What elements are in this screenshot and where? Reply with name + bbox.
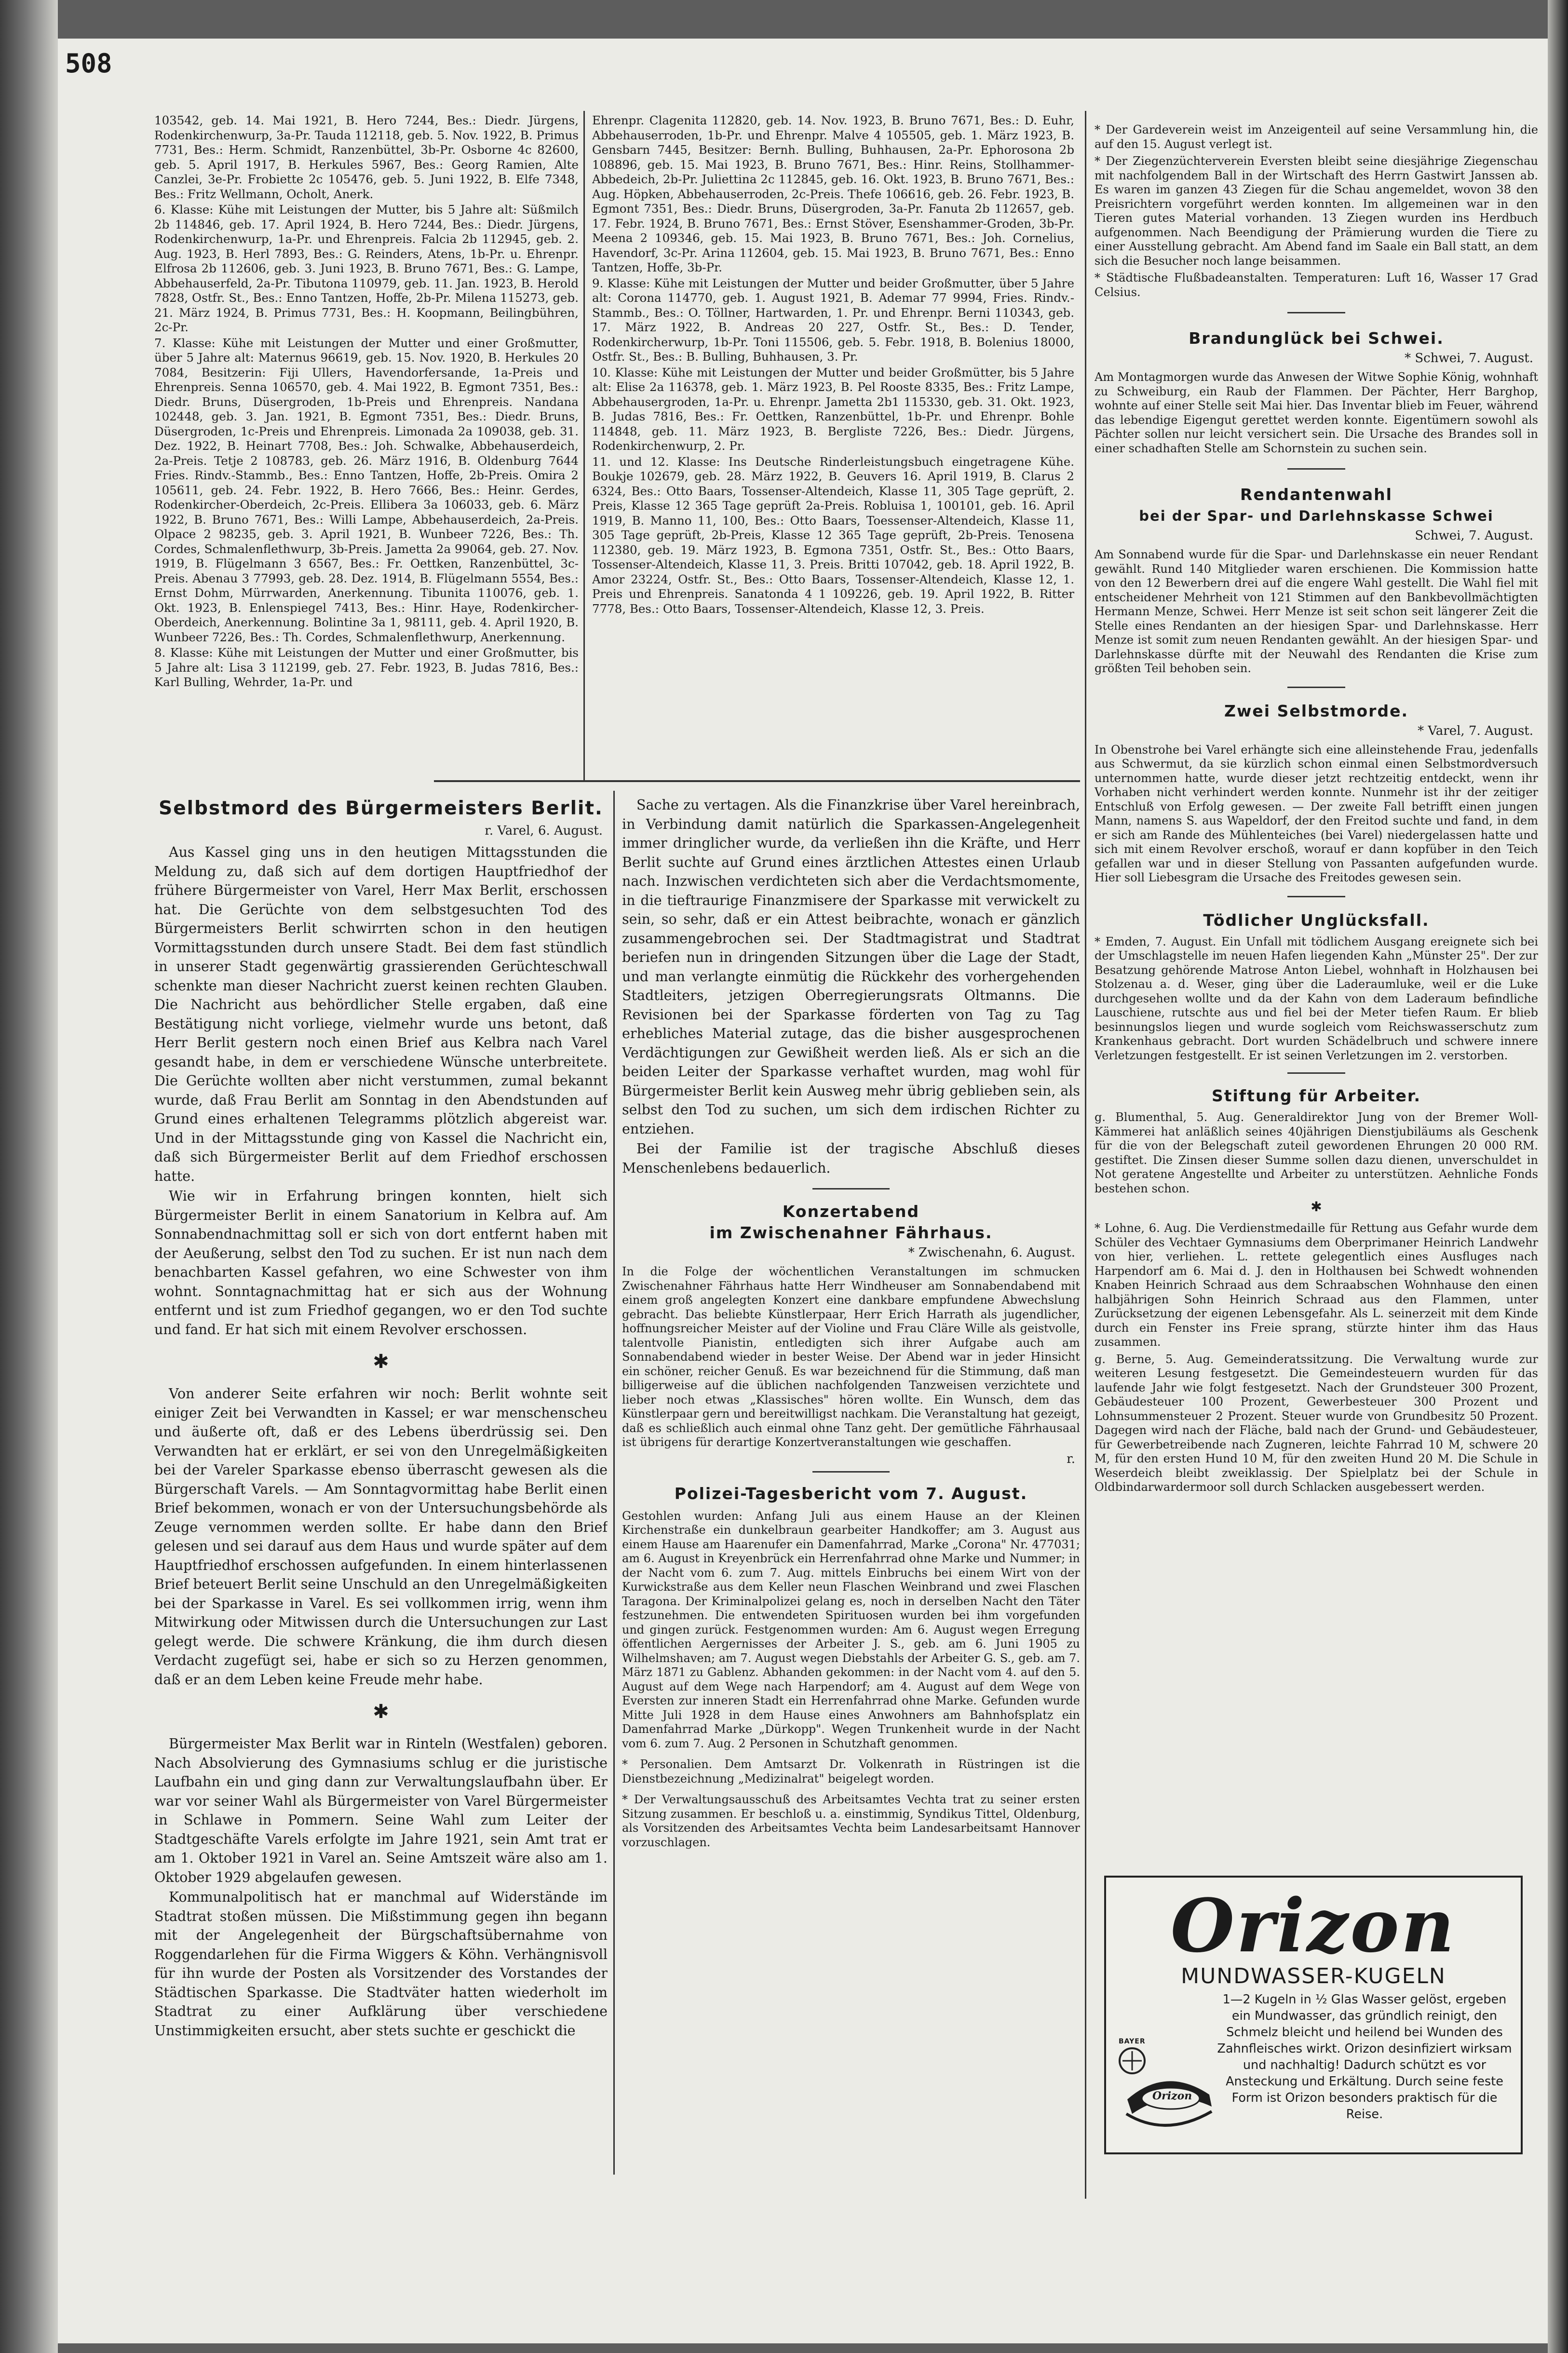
headline-konzert-2: im Zwischenahner Fährhaus. bbox=[709, 1223, 993, 1242]
short-rule bbox=[1287, 468, 1345, 470]
ad-subtitle: MUNDWASSER-KUGELN bbox=[1181, 1964, 1446, 1988]
headline-selbstmord: Selbstmord des Bürgermeisters Berlit. bbox=[159, 798, 603, 819]
paragraph: Am Sonnabend wurde für die Spar- und Darlehnskasse ein neuer Rendant gewählt. Rund 140 Mitglieder waren erschienen. Die Kommission hatte von den 12 Bewerbern drei auf die engere Wahl gestellt. Die Wahl fiel mit entscheidener Mehrheit von 121 Stimmen auf den Bankbevollmächtigten Hermann Menze, Schwei. Herr Menze ist seit schon seit längerer Zeit die Stelle eines Rendanten an der hiesigen Spar- und Darlehnskasse. Herr Menze ist somit zum neuen Rendanten gewählt. An der hiesigen Spar- und Darlehnskasse dürfte mit der Neuwahl des Rendanten die Krise zum größten Teil behoben sein. bbox=[1095, 548, 1538, 675]
binding-edge bbox=[0, 0, 58, 2353]
headline-konzert-1: Konzertabend bbox=[782, 1202, 920, 1221]
column-middle bbox=[622, 796, 1080, 1850]
headline-rendantenwahl: Rendantenwahl bbox=[1240, 485, 1392, 504]
paragraph: Ehrenpr. Clagenita 112820, geb. 14. Nov. 1923, B. Bruno 7671, Bes.: D. Euhr, Abbehauserroden, 1b-Pr. und Ehrenpr. Malve 4 105505, geb. 1. März 1923, B. Gensbarn 7445, Besitzer: Bernh. Bulling, Buhhausen, 2a-Pr. Ephorosona 2b 108896, geb. 15. Mai 1923, B. Bruno 7671, Bes.: Hinr. Reins, Stollhammer-Abbedeich, 2b-Pr. Juliettina 2c 112845, geb. 16. Okt. 1923, B. Bruno 7671, Bes.: Aug. Höpken, Abbehauserroden, 2c-Preis. Thefe 106616, geb. 26. Febr. 1923, B. Egmont 7351, Bes.: Diedr. Bruns, Düsergroden, 3a-Pr. Fanuta 2b 112657, geb. 17. Febr. 1924, B. Bruno 7671, Bes.: Ernst Stöver, Esenshammer-Groden, 3b-Pr. Meena 2 109346, geb. 15. Mai 1923, B. Bruno 7671, Bes.: Joh. Cornelius, Havendorf, 3c-Pr. Arina 112604, geb. 15. Mai 1923, B. Bruno 7671, Bes.: Enno Tantzen, Hoffe, 3b-Pr. bbox=[592, 113, 1074, 274]
paragraph: * Emden, 7. August. Ein Unfall mit tödlichem Ausgang ereignete sich bei der Umschlagstelle im neuen Hafen liegenden Kahn „Münster 25". Der zur Besatzung gehörende Matrose Anton Liebel, wohnhaft in Holzhausen bei Stolzenau a. d. Weser, ging über die Laderaumluke, weil er die Luke durchgesehen wollte und da der Kahn von dem Laderaum befindliche Lauschiene, rutschte aus und fiel bei der Meter tiefen Raum. Er blieb besinnungslos liegen und wurde sogleich vom Reichswasserschutz zum Krankenhaus gebracht. Dort wurden Schädelbruch und schwere innere Verletzungen festgestellt. Er ist seinen Verletzungen im 2. verstorben. bbox=[1095, 934, 1538, 1062]
asterisk-separator: ✱ bbox=[373, 1351, 389, 1373]
column-rule bbox=[613, 791, 615, 2175]
paragraph: * Der Ziegenzüchterverein Eversten bleibt seine diesjährige Ziegenschau mit nachfolgendem Ball in der Wirtschaft des Herrn Gastwirt Janssen ab. Es waren im ganzen 43 Ziegen für die Schau angemeldet, wovon 38 den Preisrichtern vorgeführt werden konnten. Im allgemeinen war in den Tieren gutes Material vorhanden. 13 Ziegen wurden ins Herdbuch aufgenommen. Nach Beendigung der Prämierung wurden die Tiere zu einer Ausstellung gebracht. Am Abend fand im Saale ein Ball statt, an dem sich die Besucher noch lange beisammen. bbox=[1095, 154, 1538, 268]
ad-body-text: 1—2 Kugeln in ½ Glas Wasser gelöst, ergeben ein Mundwasser, das gründlich reinigt, den Schmelz bleicht und heilend bei Wunden des Zahnfleisches wirkt. Orizon desinfiziert wirksam und nachhaltig! Dadurch schützt es vor Ansteckung und Erkältung. Durch seine feste Form ist Orizon besonders praktisch für die Reise. bbox=[1217, 1992, 1512, 2122]
column-rule bbox=[1085, 111, 1086, 2199]
short-rule bbox=[812, 1188, 890, 1190]
short-rule bbox=[1287, 687, 1345, 688]
paragraph: Von anderer Seite erfahren wir noch: Berlit wohnte seit einiger Zeit bei Verwandten in Kassel; er war menschenscheu und äußerte oft, daß er des Lebens überdrüssig sei. Den Verwandten hat er erklärt, er sei von den Unregelmäßigkeiten bei der Vareler Sparkasse ebenso überrascht gewesen als die Bürgerschaft Varels. — Am Sonntagvormittag habe Berlit einen Brief bekommen, wonach er von der Untersuchungsbehörde als Zeuge vernommen werden sollte. Er habe dann den Brief gelesen und sei darauf aus dem Haus und wurde später auf dem Hauptfriedhof erschossen aufgefunden. In einem hinterlassenen Brief beteuert Berlit seine Unschuld an den Unregelmäßigkeiten bei der Sparkasse in Varel. Es sei vollkommen irrig, wenn ihm Mitwirkung oder Mitwissen durch die Untersuchungen zur Last gelegt werde. Die schwere Kränkung, die ihm durch diesen Verdacht zugefügt sei, habe er sich so zu Herzen genommen, daß er an dem Leben keine Freude mehr habe. bbox=[154, 1386, 608, 1688]
paragraph: 6. Klasse: Kühe mit Leistungen der Mutter, bis 5 Jahre alt: Süßmilch 2b 114846, geb. 17. April 1924, B. Hero 7244, Bes.: Diedr. Jürgens, Rodenkirchenwurp, 1a-Pr. und Ehrenpreis. Falcia 2b 112945, geb. 2. Aug. 1923, B. Herl 7893, Bes.: G. Reinders, Atens, 1b-Pr. u. Ehrenpr. Elfrosa 2b 112606, geb. 3. Juni 1923, B. Bruno 7671, Bes.: G. Lampe, Abbehauserfeld, 2a-Pr. Tibutona 110979, geb. 11. Jan. 1923, B. Herold 7828, Ostfr. St., Bes.: Enno Tantzen, Hoffe, 2b-Pr. Milena 115273, geb. 21. März 1924, B. Primus 7731, Bes.: H. Koopmann, Beilingbühren, 2c-Pr. bbox=[154, 203, 579, 334]
dateline: * Zwischenahn, 6. August. bbox=[908, 1245, 1075, 1260]
paragraph: 10. Klasse: Kühe mit Leistungen der Mutter und beider Großmütter, bis 5 Jahre alt: Elise 2a 116378, geb. 1. März 1923, B. Pel Rooste 8335, Bes.: Fritz Lampe, Abbehausergroden, 1a-Pr. u. Ehrenpr. Jametta 2b1 115330, geb. 31. Okt. 1923, B. Judas 7816, Bes.: Fr. Oettken, Ranzenbüttel, 1b-Pr. und Ehrenpr. Bohle 114848, geb. 11. März 1923, B. Bergliste 7226, Bes.: Diedr. Jürgens, Rodenkirchenwurp, 2. Pr. bbox=[592, 365, 1074, 453]
ad-logo-tag: BAYER bbox=[1119, 2038, 1146, 2045]
paragraph: In die Folge der wöchentlichen Veranstaltungen im schmucken Zwischenahner Fährhaus hatte Herr Windheuser am Sonnabendabend mit einem groß angelegten Konzert eine dankbare empfundene Abwechslung gebracht. Das beliebte Künstlerpaar, Herr Erich Harrath als jugendlicher, hoffnungsreicher Meister auf der Violine und Frau Cläre Wille als geistvolle, talentvolle Pianistin, entledigten sich ihrer Aufgabe auch am Sonnabendabend wieder in bester Weise. Der Abend war in jeder Hinsicht ein schöner, reicher Genuß. Es war bezeichnend für die Stimmung, daß man billigerweise auf die üblichen nachfolgenden Tanzweisen verzichtete und lieber noch etwas „Klassisches" hören wollte. Ein Wunsch, dem das Künstlerpaar gern und bereitwilligst nachkam. Die Veranstaltung hat gezeigt, daß es schließlich auch einmal ohne Tanz geht. Der gemütliche Fährhausaal ist übrigens für derartige Konzertveranstaltungen wie geschaffen. bbox=[622, 1265, 1080, 1449]
dateline: Schwei, 7. August. bbox=[1415, 528, 1533, 543]
headline-rendantenwahl-2: bei der Spar- und Darlehnskasse Schwei bbox=[1139, 508, 1494, 524]
paragraph: * Personalien. Dem Amtsarzt Dr. Volkenrath in Rüstringen ist die Dienstbezeichnung „Medizinalrat" beigelegt worden. bbox=[622, 1758, 1080, 1785]
short-rule bbox=[1287, 896, 1345, 897]
orizon-advertisement bbox=[1104, 1876, 1523, 2154]
column-cattle-results-b bbox=[592, 113, 1074, 617]
paragraph: Gestohlen wurden: Anfang Juli aus einem Hause an der Kleinen Kirchenstraße ein dunkelbraun gearbeiter Handkoffer; am 3. August aus einem Hause am Haarenufer ein Damenfahrrad, Marke „Corona" Nr. 477031; am 6. August in Kreyenbrück ein Herrenfahrrad ohne Marke und Nummer; in der Nacht vom 6. zum 7. Aug. mittels Einbruchs bei einem Wirt von der Kurwickstraße aus dem Keller neun Flaschen Weinbrand und zwei Flaschen Taragona. Der Kriminalpolizei gelang es, noch in derselben Nacht den Täter festzunehmen. Die entwendeten Spirituosen wurden bei ihm vorgefunden und gingen zurück. Festgenommen wurden: Am 6. August wegen Erregung öffentlichen Aergernisses der Arbeiter J. S., geb. am 6. Juni 1905 zu Wilhelmshaven; am 7. August wegen Diebstahls der Arbeiter G. S., geb. am 7. März 1871 zu Gablenz. Abhanden gekommen: in der Nacht vom 4. auf den 5. August auf dem Wege nach Harpendorf; am 4. August auf dem Wege von Eversten zur inneren Stadt ein Herrenfahrrad ohne Marke. Gefunden wurde Mitte Juli 1928 in dem Hause eines Anwohners am Bahnhofsplatz ein Damenfahrrad Marke „Dürkopp". Wegen Trunkenheit wurde in der Nacht vom 6. zum 7. Aug. 2 Personen in Schutzhaft genommen. bbox=[622, 1509, 1080, 1750]
dateline: * Schwei, 7. August. bbox=[1405, 351, 1533, 365]
paragraph: Wie wir in Erfahrung bringen konnten, hielt sich Bürgermeister Berlit in einem Sanatorium in Kelbra auf. Am Sonnabendnachmittag soll er sich von dort entfernt haben mit der Aeußerung, selbst den Tod zu suchen. Er ist nun nach dem benachbarten Kassel gefahren, wo eine Schwester von ihm wohnt. Sonntagnachmittag hat er sich aus der Wohnung entfernt und ist zum Friedhof gegangen, wo er den Tod suchte und fand. Er hat sich mit einem Revolver erschossen. bbox=[154, 1188, 608, 1338]
asterisk-separator: ✱ bbox=[373, 1701, 389, 1723]
headline-brandunglueck: Brandunglück bei Schwei. bbox=[1189, 329, 1444, 348]
paragraph: Bürgermeister Max Berlit war in Rinteln (Westfalen) geboren. Nach Absolvierung des Gymnasiums schlug er die juristische Laufbahn ein und ging dann zur Verwaltungslaufbahn über. Er war vor seiner Wahl als Bürgermeister von Varel Bürgermeister in Schlawe in Pommern. Seine Wahl zum Leiter der Stadtgeschäfte Varels erfolgte im Jahre 1921, sein Amt trat er am 1. Oktober 1921 in Varel an. Seine Amtszeit wäre also am 1. Oktober 1929 abgelaufen gewesen. bbox=[154, 1736, 608, 1885]
paragraph: 9. Klasse: Kühe mit Leistungen der Mutter und beider Großmutter, über 5 Jahre alt: Corona 114770, geb. 1. August 1921, B. Ademar 77 9994, Fries. Rindv.-Stammb., Bes.: O. Töllner, Hartwarden, 1. Pr. und Ehrenpr. Berni 110343, geb. 17. März 1922, B. Andreas 20 227, Ostfr. St., Bes.: D. Tender, Rodenkircherwurp, 1b-Pr. Toni 115506, geb. 5. Febr. 1918, B. Bolenius 18000, Ostfr. St., Bes.: B. Bulling, Buhhausen, 3. Pr. bbox=[592, 276, 1074, 364]
headline-stiftung: Stiftung für Arbeiter. bbox=[1211, 1086, 1421, 1105]
page-edge-right bbox=[1548, 0, 1568, 2353]
ad-brand-name: Orizon bbox=[1170, 1882, 1457, 1969]
paragraph: * Der Gardeverein weist im Anzeigenteil auf seine Versammlung hin, die auf den 15. August verlegt ist. bbox=[1095, 123, 1538, 151]
paragraph: Sache zu vertagen. Als die Finanzkrise über Varel hereinbrach, in Verbindung damit natürlich die Sparkassen-Angelegenheit immer dringlicher wurde, da verließen ihn die Kräfte, und Herr Berlit suchte auf Grund eines ärztlichen Attestes einen Urlaub nach. Inzwischen verdichteten sich aber die Verdachtsmomente, in die tieftraurige Finanzmisere der Sparkasse mit verwickelt zu sein, so sehr, daß er ein Attest beibrachte, wonach er gänzlich zusammengebrochen sei. Der Stadtmagistrat und Stadtrat beriefen nun in dringenden Sitzungen über die Lage der Stadt, und man verlangte einmütig die Rückkehr des vorhergehenden Stadtleiters, jetzigen Oberregierungsrats Oltmanns. Die Revisionen bei der Sparkasse förderten von Tag zu Tag erhebliches Material zutage, das die bisher ausgesprochenen Verdächtigungen zur Gewißheit werden ließ. Als er sich an die beiden Leiter der Sparkasse verhaftet wurden, mag wohl für Bürgermeister Berlit kein Ausweg mehr übrig geblieben sein, als selbst den Tod zu suchen, um sich dem irdischen Richter zu entziehen. bbox=[622, 797, 1080, 1137]
dateline: r. Varel, 6. August. bbox=[485, 824, 603, 838]
paragraph: 7. Klasse: Kühe mit Leistungen der Mutter und einer Großmutter, über 5 Jahre alt: Maternus 96619, geb. 15. Nov. 1920, B. Herkules 20 7084, Besitzerin: Fiji Ullers, Havendorfersande, 1a-Preis und Ehrenpreis. Senna 106570, geb. 4. Mai 1922, B. Egmont 7351, Bes.: Diedr. Bruns, Düsergroden, 1b-Preis und Ehrenpreis. Nandana 102448, geb. 3. Jan. 1921, B. Egmont 7351, Bes.: Diedr. Bruns, Düsergroden, 1c-Preis und Ehrenpreis. Limonada 2a 109038, geb. 31. Dez. 1922, B. Heinart 7708, Bes.: Joh. Schwalke, Abbehauserdeich, 2a-Preis. Tetje 2 108783, geb. 26. März 1916, B. Oldenburg 7644 Fries. Rindv.-Stammb., Bes.: Enno Tantzen, Hoffe, 2b-Preis. Omira 2 105611, geb. 24. Febr. 1922, B. Hero 7666, Bes.: Heinr. Gerdes, Rodenkircher-Oberdeich, 2c-Preis. Ellibera 3a 106033, geb. 6. März 1922, B. Bruno 7671, Bes.: Willi Lampe, Abbehauserdeich, 2a-Preis. Olpace 2 98235, geb. 3. April 1921, B. Wunbeer 7226, Bes.: Th. Cordes, Schmalenflethwurp, 3b-Preis. Jametta 2a 99064, geb. 27. Nov. 1919, B. Flügelmann 3 6567, Bes.: Fr. Oettken, Ranzenbüttel, 3c-Preis. Abenau 3 77993, geb. 28. Dez. 1914, B. Flügelmann 5554, Bes.: Ernst Dohm, Mürrwarden, Anerkennung. Tibunita 110076, geb. 1. Okt. 1923, B. Enlenspiegel 7413, Bes.: Hinr. Haye, Rodenkircher-Oberdeich, Anerkennung. Bolintine 3a 1, 98111, geb. 4. April 1920, B. Wunbeer 7226, Bes.: Th. Cordes, Schmalenflethwurp, Anerkennung. bbox=[154, 336, 579, 644]
page-number: 508 bbox=[65, 48, 112, 79]
paragraph: 103542, geb. 14. Mai 1921, B. Hero 7244, Bes.: Diedr. Jürgens, Rodenkirchenwurp, 3a-Pr. Tauda 112118, geb. 5. Nov. 1922, B. Primus 7731, Bes.: Herm. Schmidt, Ranzenbüttel, 3b-Pr. Osborne 4c 82600, geb. 5. April 1917, B. Herkules 5967, Bes.: Georg Ramien, Alte Canzlei, 3e-Pr. Frobiette 2c 105476, geb. 5. Juni 1922, B. Elfe 7348, Bes.: Fritz Wellmann, Ocholt, Anerk. bbox=[154, 113, 579, 201]
paragraph: Am Montagmorgen wurde das Anwesen der Witwe Sophie König, wohnhaft zu Schweiburg, ein Raub der Flammen. Der Pächter, Herr Barghop, wohnte auf einer Stelle seit Mai hier. Das Inventar blieb im Feuer, während das lebendige Eigengut gerettet werden konnte. Eigentümern sowohl als Pächter sollen nur leicht versichert sein. Die Ursache des Brandes soll in einer schadhaften Stelle am Schornstein zu suchen sein. bbox=[1095, 370, 1538, 455]
paragraph: g. Blumenthal, 5. Aug. Generaldirektor Jung von der Bremer Woll-Kämmerei hat anläßlich seines 40jährigen Dienstjubiläums als Geschenk für die von der Belegschaft zuteil gewordenen Ehrungen 20 000 RM. gestiftet. Die Zinsen dieser Summe sollen dazu dienen, unverschuldet in Not geratene Angestellte und Arbeiter zu unterstützen. Aehnliche Fonds bestehen schon. bbox=[1095, 1110, 1538, 1195]
column-right bbox=[1095, 123, 1538, 1495]
signature: r. bbox=[1067, 1451, 1075, 1466]
paragraph: 11. und 12. Klasse: Ins Deutsche Rinderleistungsbuch eingetragene Kühe. Boukje 102679, geb. 28. März 1922, B. Geuvers 16. April 1919, B. Clarus 2 6324, Bes.: Otto Baars, Tossenser-Altendeich, Klasse 11, 305 Tage geprüft, 2. Preis, Klasse 12 365 Tage geprüft 2a-Preis. Robluisa 1, 100101, geb. 16. April 1919, B. Manno 11, 100, Bes.: Otto Baars, Toessenser-Altendeich, Klasse 11, 305 Tage geprüft, 2b-Preis, Klasse 12 365 Tage geprüft, 2b-Preis. Tenosena 112380, geb. 19. März 1923, B. Egmona 7351, Ostfr. St., Bes.: Otto Baars, Tossenser-Altendeich, Klasse 11, 3. Preis. Britti 107042, geb. 18. April 1922, B. Amor 23224, Ostfr. St., Bes.: Otto Baars, Tossenser-Altendeich, Klasse 12, 1. Preis und Ehrenpreis. Sanatonda 4 1 109226, geb. 19. April 1922, B. Ritter 7778, Bes.: Otto Baars, Tossenser-Altendeich, Klasse 12, 3. Preis. bbox=[592, 454, 1074, 616]
paragraph: g. Berne, 5. Aug. Gemeinderatssitzung. Die Verwaltung wurde zur weiteren Lesung festgesetzt. Die Gemeindesteuern wurden für das laufende Jahr wie folgt festgesetzt. Nach der Grundsteuer 300 Prozent, Gebäudesteuer 100 Prozent, Gewerbesteuer 300 Prozent und Lohnsummensteuer 2 Prozent. Steuer wurde von Grundbesitz 50 Prozent. Dagegen wird nach der Fläche, bald nach der Grund- und Gebäudesteuer, für Gewerbetreibende nach Zugneren, leichte Fahrrad 10 M, schwere 20 M, für den ersten Hund 10 M, für den zweiten Hund 20 M. Die Schule in Weserdeich bleibt zweiklassig. Der Spielplatz bei der Schule in Oldbindarwardermoor soll durch Schlacken ausgebessert werden. bbox=[1095, 1352, 1538, 1494]
headline-polizei: Polizei-Tagesbericht vom 7. August. bbox=[674, 1484, 1028, 1503]
short-rule bbox=[1287, 312, 1345, 313]
paragraph: Bei der Familie ist der tragische Abschluß dieses Menschenlebens bedauerlich. bbox=[622, 1141, 1080, 1176]
story-selbstmord bbox=[154, 796, 608, 2041]
asterisk-separator: ✱ bbox=[1311, 1199, 1322, 1215]
paragraph: * Der Verwaltungsausschuß des Arbeitsamtes Vechta trat zu seiner ersten Sitzung zusammen. Er beschloß u. a. einstimmig, Syndikus Tittel, Oldenburg, als Vorsitzenden des Arbeitsamtes Vechta beim Landesarbeitsamt Hannover vorzuschlagen. bbox=[622, 1793, 1080, 1849]
headline-toedlicher-unfall: Tödlicher Unglücksfall. bbox=[1203, 910, 1430, 930]
short-rule bbox=[812, 1471, 890, 1473]
column-cattle-results-a bbox=[154, 113, 579, 691]
dateline: * Varel, 7. August. bbox=[1418, 723, 1533, 738]
short-rule bbox=[1287, 1072, 1345, 1074]
paragraph: * Lohne, 6. Aug. Die Verdienstmedaille für Rettung aus Gefahr wurde dem Schüler des Vechtaer Gymnasiums dem Oberprimaner Heinrich Landwehr von hier, verliehen. L. rettete gelegentlich eines Ausfluges nach Harpendorf am 6. Mai d. J. den in Holthausen bei Schwedt wohnenden Knaben Heinrich Schraad aus dem Schraabschen Wohnhause den einen halbjährigen Sohn Heinrich Schraad aus den Flammen, unter Zurücksetzung der eigenen Lebensgefahr. Als L. seinerzeit mit dem Kinde durch ein Fenster ins Freie sprang, stürzte hinter ihm das Haus zusammen. bbox=[1095, 1221, 1538, 1349]
column-rule bbox=[583, 111, 585, 781]
headline-zwei-selbstmorde: Zwei Selbstmorde. bbox=[1224, 701, 1408, 720]
section-rule bbox=[434, 780, 1080, 782]
paragraph: * Städtische Flußbadeanstalten. Temperaturen: Luft 16, Wasser 17 Grad Celsius. bbox=[1095, 271, 1538, 299]
paragraph: Kommunalpolitisch hat er manchmal auf Widerstände im Stadtrat stoßen müssen. Die Mißstimmung gegen ihn begann mit der Angelegenheit der Bürgschaftsübernahme von Roggendarlehen für die Firma Wiggers & Köhn. Verhängnisvoll für ihn wurde der Posten als Vorsitzender des Vorstandes der Städtischen Sparkasse. Die Stadtväter hatten wiederholt im Stadtrat zu einer Aufklärung über verschiedene Unstimmigkeiten ersucht, aber stets suchte er geschickt die bbox=[154, 1889, 608, 2039]
ad-logo-word: Orizon bbox=[1152, 2090, 1192, 2102]
paragraph: 8. Klasse: Kühe mit Leistungen der Mutter und einer Großmutter, bis 5 Jahre alt: Lisa 3 112199, geb. 27. Febr. 1923, B. Judas 7816, Bes.: Karl Bulling, Wehrder, 1a-Pr. und bbox=[154, 646, 579, 689]
paragraph: In Obenstrohe bei Varel erhängte sich eine alleinstehende Frau, jedenfalls aus Schwermut, da sie kürzlich schon einmal einen Selbstmordversuch unternommen hatte, wurde dieser jetzt rechtzeitig entdeckt, wenn ihr Vorhaben nicht verhindert werden konnte. Nunmehr ist ihr der zeitiger Entschluß von Erfolg gewesen. — Der zweite Fall betrifft einen jungen Mann, namens S. aus Wapeldorf, der den Freitod suchte und fand, in dem er sich am Rande des Mühlenteiches (bei Varel) niedergelassen hatte und sich mit einem Revolver erschoß, worauf er dann kopfüber in den Teich gefallen war und in dieser Stellung von Passanten aufgefunden wurde. Hier soll Liebesgram die Ursache des Freitodes gewesen sein. bbox=[1095, 743, 1538, 884]
paragraph: Aus Kassel ging uns in den heutigen Mittagsstunden die Meldung zu, daß sich auf dem dortigen Hauptfriedhof der frühere Bürgermeister von Varel, Herr Max Berlit, erschossen hat. Die Gerüchte von dem selbstgesuchten Tod des Bürgermeisters Berlit schwirrten schon in den heutigen Vormittagsstunden durch unsere Stadt. Bei dem fast stündlich in unserer Stadt gegenwärtig grassierenden Gerüchteschwall schenkte man dieser Nachricht zuerst keinen rechten Glauben. Die Nachricht aus behördlicher Stelle ergaben, daß eine Bestätigung nicht vorliege, vielmehr wurde uns betont, daß Herr Berlit gestern noch einen Brief aus Kelbra nach Varel gesandt habe, in dem er verschiedene Wünsche unterbreitete. Die Gerüchte wollten aber nicht verstummen, zumal bekannt wurde, daß Frau Berlit am Sonntag in den Abendstunden auf Grund eines erhaltenen Telegramms plötzlich abgereist war. Und in der Mittagsstunde ging von Kassel die Nachricht ein, daß sich Bürgermeister Berlit auf dem Friedhof erschossen hatte. bbox=[154, 844, 608, 1184]
